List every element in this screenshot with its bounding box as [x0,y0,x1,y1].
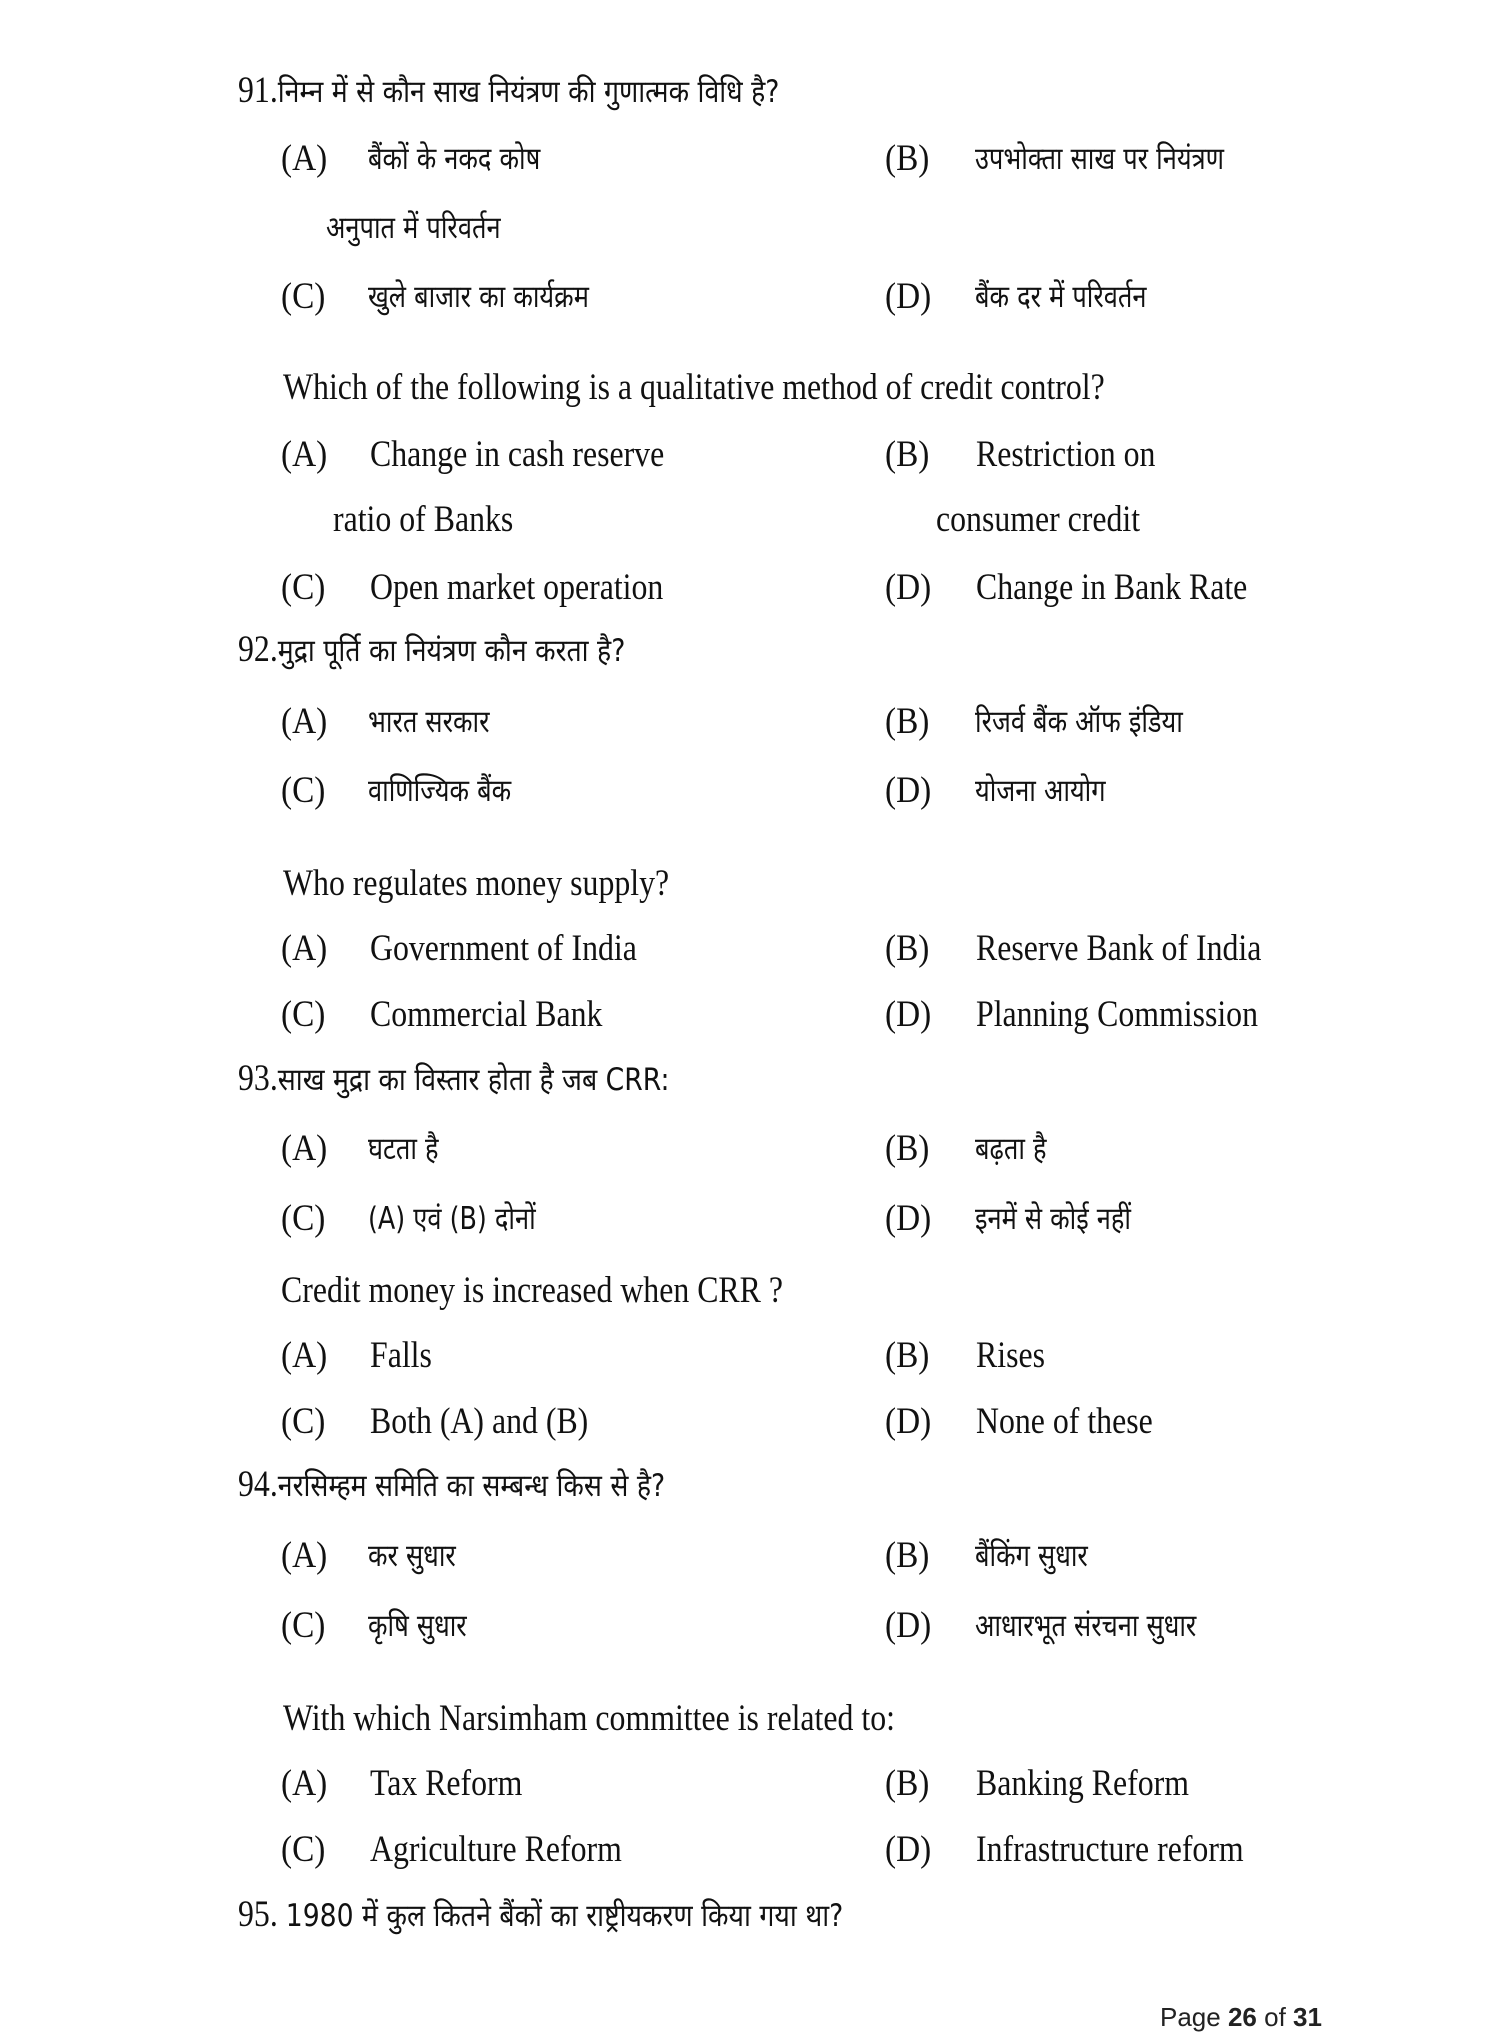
question-91-hindi [238,69,779,114]
option-label: (A) [281,1535,328,1576]
option-text: None of these [976,1401,1153,1442]
option-label: (D) [885,1829,932,1870]
option-text: Government of India [370,928,637,969]
option-label: (B) [885,1535,930,1576]
option-label: (D) [885,994,932,1035]
current-page: 26 [1227,2002,1257,2032]
option-text: उपभोक्ता साख पर नियंत्रण [975,141,1225,177]
question-text: मुद्रा पूर्ति का नियंत्रण कौन करता है? [277,633,626,669]
option-label: (A) [281,138,328,179]
of-label: of [1264,2002,1286,2032]
question-91-english: Which of the following is a qualitative method of credit control? [283,367,1105,408]
option-text: रिजर्व बैंक ऑफ इंडिया [975,704,1183,740]
option-label: (A) [281,1335,328,1376]
page-prefix: Page [1160,2002,1221,2032]
option-text: आधारभूत संरचना सुधार [975,1608,1197,1644]
option-text: कर सुधार [368,1538,456,1574]
option-text-continuation: अनुपात में परिवर्तन [326,210,501,246]
option-text: बैंकों के नकद कोष [368,141,541,177]
option-label: (C) [281,1401,326,1442]
option-text: Tax Reform [370,1763,523,1804]
question-92-hindi [238,628,625,673]
option-label: (D) [885,567,932,608]
option-text: (A) एवं (B) दोनों [368,1201,536,1237]
option-text-continuation: consumer credit [936,499,1141,540]
option-label: (A) [281,928,328,969]
option-text: Change in cash reserve [370,434,665,475]
option-text: योजना आयोग [975,773,1106,809]
option-text: Rises [976,1335,1045,1376]
option-label: (B) [885,434,930,475]
option-label: (B) [885,1335,930,1376]
option-text: खुले बाजार का कार्यक्रम [368,279,589,315]
option-text: कृषि सुधार [368,1608,467,1644]
option-label: (B) [885,928,930,969]
question-text: साख मुद्रा का विस्तार होता है जब CRR: [277,1062,670,1098]
option-label: (A) [281,1763,328,1804]
option-label: (D) [885,1198,932,1239]
option-text: Planning Commission [976,994,1258,1035]
option-text: वाणिज्यिक बैंक [368,773,512,809]
option-label: (C) [281,994,326,1035]
option-label: (A) [281,701,328,742]
option-label: (B) [885,138,930,179]
option-label: (D) [885,276,932,317]
question-95-hindi [238,1893,843,1938]
option-text: Commercial Bank [370,994,603,1035]
option-text: Both (A) and (B) [370,1401,589,1442]
question-text: निम्न में से कौन साख नियंत्रण की गुणात्मक विधि है? [277,74,780,110]
question-text: नरसिम्हम समिति का सम्बन्ध किस से है? [277,1468,666,1504]
question-number: 94. [238,1464,278,1505]
option-label: (D) [885,1605,932,1646]
option-label: (D) [885,770,932,811]
option-label: (C) [281,1829,326,1870]
option-label: (D) [885,1401,932,1442]
option-text: भारत सरकार [368,704,490,740]
option-text: Restriction on [976,434,1156,475]
option-label: (C) [281,276,326,317]
option-text-continuation: ratio of Banks [333,499,514,540]
option-text: Open market operation [370,567,664,608]
option-text: बैंक दर में परिवर्तन [975,279,1147,315]
question-92-english: Who regulates money supply? [283,863,670,904]
option-label: (B) [885,1128,930,1169]
option-label: (B) [885,1763,930,1804]
question-93-hindi [238,1057,669,1102]
question-94-hindi [238,1463,665,1508]
option-text: Reserve Bank of India [976,928,1262,969]
option-text: Banking Reform [976,1763,1189,1804]
option-text: Agriculture Reform [370,1829,622,1870]
option-label: (C) [281,1605,326,1646]
page-number-footer [1160,1999,1322,2035]
option-text: Infrastructure reform [976,1829,1244,1870]
question-94-english: With which Narsimham committee is related to: [283,1698,895,1739]
option-text: Falls [370,1335,432,1376]
option-text: Change in Bank Rate [976,567,1248,608]
option-label: (C) [281,567,326,608]
option-label: (B) [885,701,930,742]
question-number: 91. [238,70,278,111]
option-label: (C) [281,1198,326,1239]
question-number: 93. [238,1058,278,1099]
question-93-english: Credit money is increased when CRR ? [281,1270,783,1311]
option-label: (A) [281,434,328,475]
question-text: 1980 में कुल कितने बैंकों का राष्ट्रीयकरण किया गया था? [285,1898,844,1934]
option-text: घटता है [368,1131,439,1167]
option-text: बैंकिंग सुधार [975,1538,1088,1574]
option-text: बढ़ता है [975,1131,1047,1167]
option-label: (A) [281,1128,328,1169]
option-label: (C) [281,770,326,811]
question-number: 95. [238,1894,278,1935]
question-number: 92. [238,629,278,670]
option-text: इनमें से कोई नहीं [975,1201,1132,1237]
total-pages: 31 [1293,2002,1322,2032]
